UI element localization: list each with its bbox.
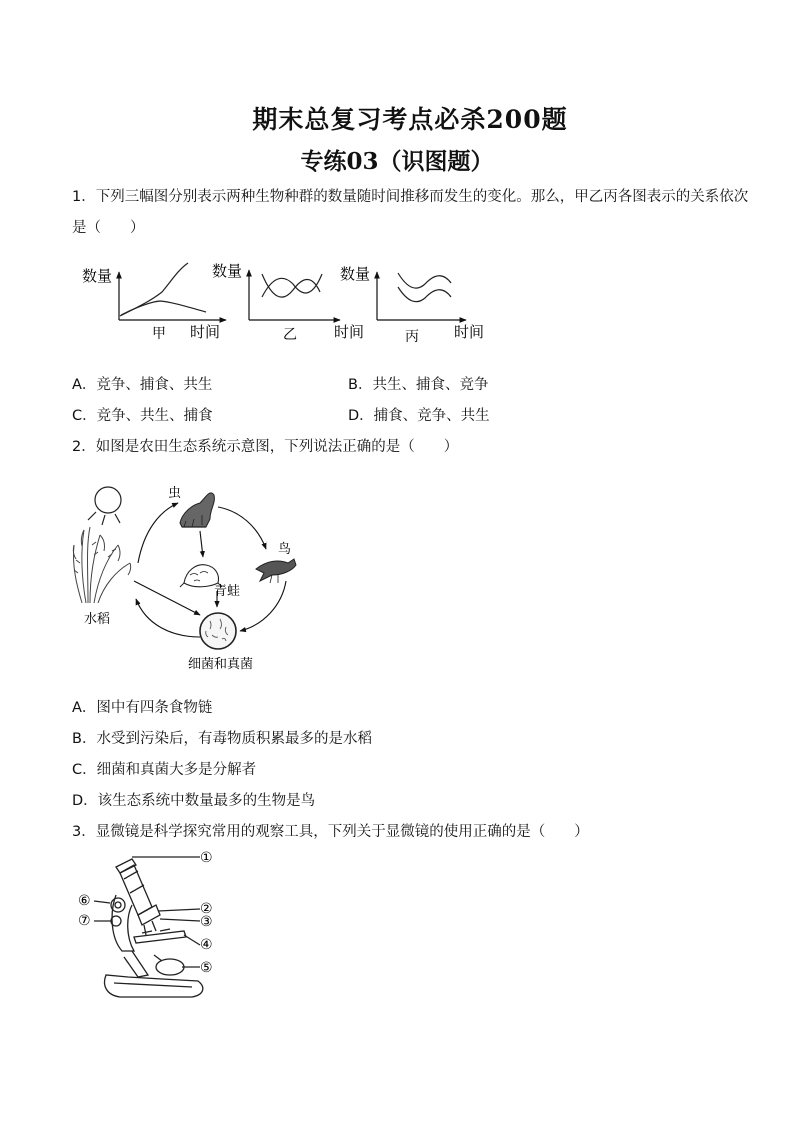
- q1-option-a: A．竞争、捕食、共生: [72, 377, 213, 393]
- graph-bing-xlabel: 时间: [454, 323, 485, 341]
- graph-jia-curve-1: [120, 263, 188, 316]
- graph-bing-name: 丙: [405, 329, 419, 345]
- part-label-6: ⑥: [78, 893, 91, 909]
- q2-option-a: A．图中有四条食物链: [72, 700, 213, 716]
- arrow-bird-to-decomposer: [240, 581, 286, 631]
- q1-option-b: B．共生、捕食、竞争: [348, 377, 489, 393]
- label-bird: 鸟: [278, 542, 292, 557]
- microscope-icon: [94, 857, 203, 997]
- page-subtitle: 专练03（识图题）: [300, 148, 494, 175]
- bird-icon: [256, 559, 296, 583]
- graph-bing-curve-1: [398, 273, 451, 288]
- q1-stem-line2: 是（ ）: [72, 220, 145, 236]
- arrow-rice-to-insect: [138, 503, 178, 563]
- label-frog: 青蛙: [214, 584, 241, 599]
- graph-jia-ylabel: 数量: [82, 267, 113, 285]
- sun-icon: [88, 487, 121, 525]
- part-label-5: ⑤: [200, 960, 213, 976]
- part-label-3: ③: [200, 914, 213, 930]
- graph-bing-curve-2: [398, 287, 451, 302]
- graph-jia-curve-2: [121, 301, 206, 315]
- graph-jia-xlabel: 时间: [190, 323, 221, 341]
- part-label-4: ④: [200, 937, 213, 953]
- microscope-diagram: [72, 845, 232, 1005]
- graph-yi-xlabel: 时间: [334, 323, 365, 341]
- insect-icon: [180, 493, 214, 527]
- part-label-7: ⑦: [78, 913, 91, 929]
- graph-yi-name: 乙: [283, 327, 297, 343]
- rice-plant-icon: [73, 527, 130, 603]
- arrow-insect-to-bird: [218, 507, 266, 549]
- q2-stem: 2．如图是农田生态系统示意图，下列说法正确的是（ ）: [72, 439, 459, 455]
- graph-yi-curve-1: [262, 274, 320, 297]
- q3-stem: 3．显微镜是科学探究常用的观察工具，下列关于显微镜的使用正确的是（ ）: [72, 824, 589, 840]
- q2-ecosystem-diagram: [60, 475, 320, 675]
- graph-bing-ylabel: 数量: [340, 265, 371, 283]
- arrow-insect-to-frog: [200, 531, 203, 557]
- graph-yi-ylabel: 数量: [212, 262, 243, 280]
- q2-option-d: D．该生态系统中数量最多的生物是鸟: [72, 793, 316, 809]
- graph-jia: [82, 263, 226, 342]
- arrow-decomposer-to-rice: [136, 599, 200, 637]
- label-insect: 虫: [168, 486, 182, 501]
- q1-graphs: [0, 250, 794, 350]
- graph-yi-curve-2: [262, 274, 322, 297]
- label-decomposer: 细菌和真菌: [188, 657, 254, 672]
- part-label-1: ①: [200, 850, 213, 866]
- q1-stem-line1: 1．下列三幅图分别表示两种生物种群的数量随时间推移而发生的变化。那么，甲乙丙各图表示的关系依次: [72, 189, 749, 205]
- q2-option-c: C．细菌和真菌大多是分解者: [72, 762, 257, 778]
- part-label-2: ②: [200, 901, 213, 917]
- graph-jia-name: 甲: [152, 326, 166, 342]
- q1-option-d: D．捕食、竞争、共生: [348, 408, 490, 424]
- label-rice: 水稻: [84, 612, 111, 627]
- decomposer-icon: [200, 613, 236, 649]
- page-title: 期末总复习考点必杀200题: [252, 105, 568, 134]
- q2-option-b: B．水受到污染后，有毒物质积累最多的是水稻: [72, 731, 372, 747]
- q1-option-c: C．竞争、共生、捕食: [72, 408, 213, 424]
